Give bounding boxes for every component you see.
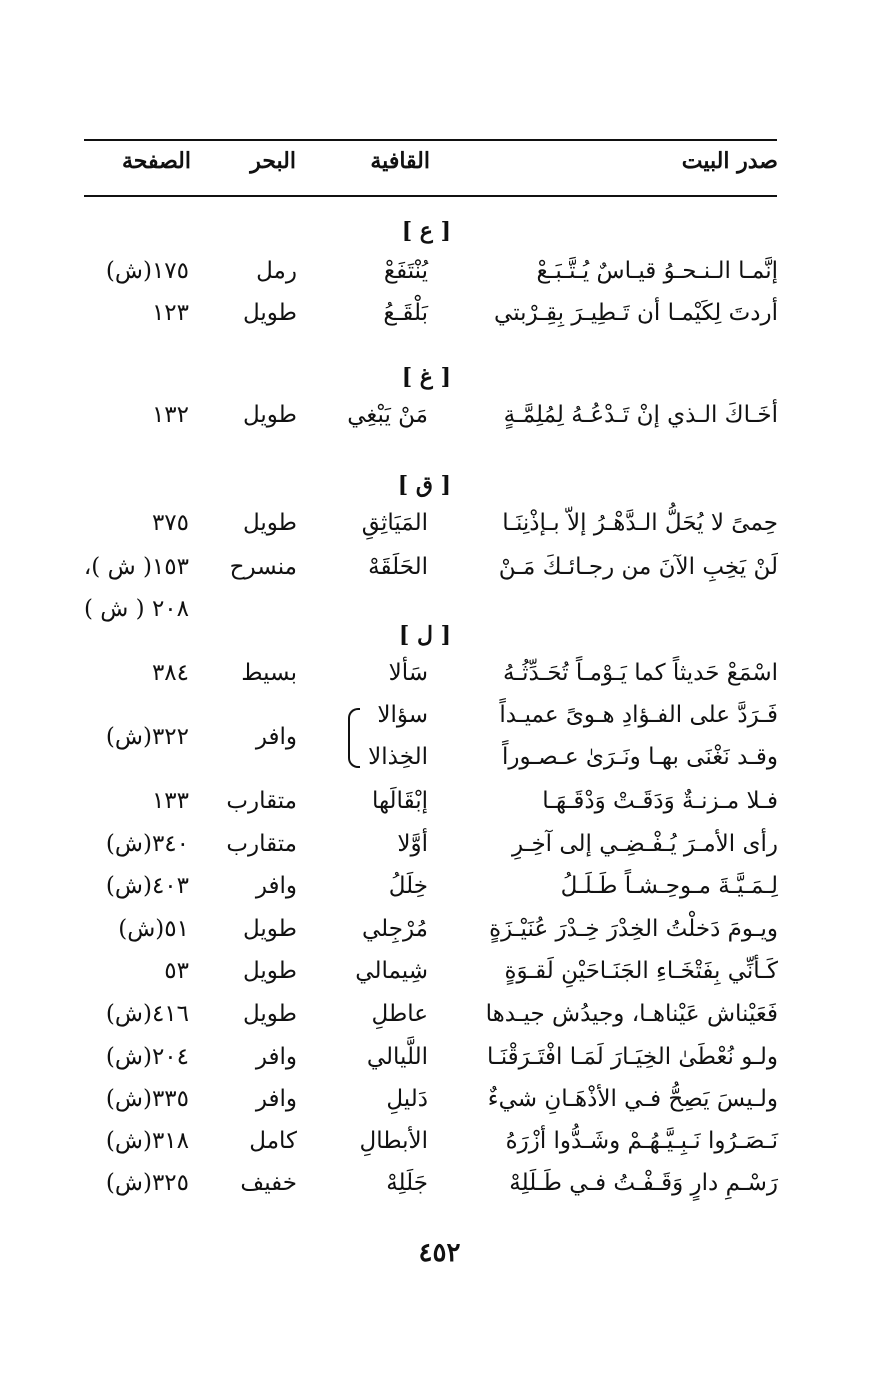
page-ref: ٣٢٢(ش) [105,724,189,750]
bahr-text: طويل [242,510,297,536]
header-rule [84,195,777,197]
verse-text: كَـأنِّي بِفَتْخَـاءِ الجَنَـاحَيْنِ لَقـوَةٍ [504,958,778,984]
bahr-text: طويل [242,958,297,984]
page-ref: ٣٨٤ [151,660,189,686]
qafia-text: يُنْتَفَعْ [383,258,428,284]
section-letter: [ ق ] [397,472,451,498]
bahr-text: خفيف [240,1170,297,1196]
qafia-text: سؤالا [377,702,428,728]
qafia-text: جَلَلِهْ [386,1170,428,1196]
page-ref: ٤٠٣(ش) [105,873,189,899]
header-page: الصفحة [121,148,191,174]
verse-text: فـلا مـزنـةٌ وَدَقَـتْ وَدْقَـهَـا [542,788,778,814]
bahr-text: طويل [242,916,297,942]
qafia-text: الأبطالِ [359,1128,428,1154]
bahr-text: كامل [249,1128,297,1154]
page-ref: ١٣٣ [151,788,189,814]
bahr-text: طويل [242,1001,297,1027]
page-ref: ٥١(ش) [118,916,189,942]
bahr-text: وافر [255,1044,297,1070]
header-verse: صدر البيت [681,148,778,174]
verse-text: ولـو نُعْطَىٰ الخِيَـارَ لَمَـا افْتَـرَقْنَـا [486,1044,778,1070]
page-ref: ٢٠٤(ش) [105,1044,189,1070]
bahr-text: متقارب [226,831,297,857]
verse-text: وقـد نَغْنَى بهـا ونَـرَىٰ عـصـوراً [502,744,778,770]
page-ref: ١٥٣( ش )، [83,554,189,580]
page-ref: ١٢٣ [151,300,189,326]
qafia-text: شِيمالي [355,958,428,984]
verse-text: لَنْ يَخِبِ الآنَ من رجـائـكَ مَـنْ [498,554,778,580]
verse-text: فَـرَدَّ على الفـؤادِ هـوىً عميـداً [499,702,778,728]
qafia-text: أوَّلا [397,831,428,857]
qafia-text: بَلْقَـعُ [383,300,428,326]
qafia-text: المَيَاثِقِ [361,510,428,536]
bahr-text: وافر [255,873,297,899]
bahr-text: رمل [256,258,297,284]
grouping-brace [348,708,360,768]
page-ref: ١٧٥(ش) [105,258,189,284]
header-qafia: القافية [370,148,430,174]
verse-text: أردتَ لِكَيْمـا أن تَـطِيـرَ بِقِـرْبتي [494,300,778,326]
qafia-text: دَليلِ [386,1086,428,1112]
qafia-text: عاطلِ [371,1001,428,1027]
page-ref: ٥٣ [164,958,189,984]
verse-text: أخَـاكَ الـذي إنْ تَـدْعُـهُ لِمُلِمَّـةٍ [503,402,778,428]
page-ref: ٢٠٨ ( ش ) [83,596,189,622]
section-letter: [ ع ] [401,218,451,244]
qafia-text: إبْقَالَها [371,788,428,814]
qafia-text: خِلَلُ [388,873,428,899]
verse-text: ولـيسَ يَصِحُّ فـي الأذْهَـانِ شيءٌ [487,1086,778,1112]
qafia-text: اللَّيالي [366,1044,428,1070]
qafia-text: الحَلَقَهْ [368,554,428,580]
section-letter: [ ل ] [398,622,451,648]
bahr-text: طويل [242,402,297,428]
bahr-text: وافر [255,1086,297,1112]
section-letter: [ غ ] [401,364,451,390]
page-ref: ٤١٦(ش) [105,1001,189,1027]
page-ref: ٣١٨(ش) [105,1128,189,1154]
qafia-text: مُرْجِلي [361,916,428,942]
page-ref: ٣٧٥ [151,510,189,536]
qafia-text: سَألا [388,660,428,686]
bahr-text: متقارب [226,788,297,814]
page-ref: ٣٣٥(ش) [105,1086,189,1112]
verse-text: ويـومَ دَخلْتُ الخِدْرَ خِـدْرَ عُنَيْـزَةٍ [489,916,778,942]
qafia-text: مَنْ يَبْغِي [347,402,428,428]
qafia-text: الخِذالا [368,744,428,770]
header-bahr: البحر [250,148,296,174]
page-ref: ١٣٢ [151,402,189,428]
verse-text: رأى الأمـرَ يُـفْـضِـي إلى آخِـرِ [512,831,778,857]
verse-text: لِـمَـيَّـةَ مـوحِـشـاً طَـلَـلُ [560,873,778,899]
page-ref: ٣٢٥(ش) [105,1170,189,1196]
verse-text: حِمىً لا يُحَلُّ الـدَّهْـرُ إلاّ بـإذْنِنَـا [502,510,778,536]
verse-text: رَسْـمِ دارٍ وَقَـفْـتُ فـي طَـلَلِهْ [509,1170,778,1196]
top-rule [84,139,777,141]
bahr-text: وافر [255,724,297,750]
page-number: ٤٥٢ [418,1238,461,1268]
page-ref: ٣٤٠(ش) [105,831,189,857]
bahr-text: طويل [242,300,297,326]
bahr-text: منسرح [229,554,297,580]
verse-text: إنَّمـا الـنـحـوُ قيـاسٌ يُـتَّـبَـعْ [536,258,778,284]
verse-text: اسْمَعْ حَديثاً كما يَـوْمـاً تُحَـدِّثُـهُ [503,660,778,686]
bahr-text: بسيط [241,660,297,686]
verse-text: نَـصَـرُوا نَـبِـيَّـهُـمْ وشَـدُّوا أزْرَهُ [505,1128,778,1154]
verse-text: فَعَيْناش عَيْناهـا، وجيدُش جيـدها [485,1001,778,1027]
